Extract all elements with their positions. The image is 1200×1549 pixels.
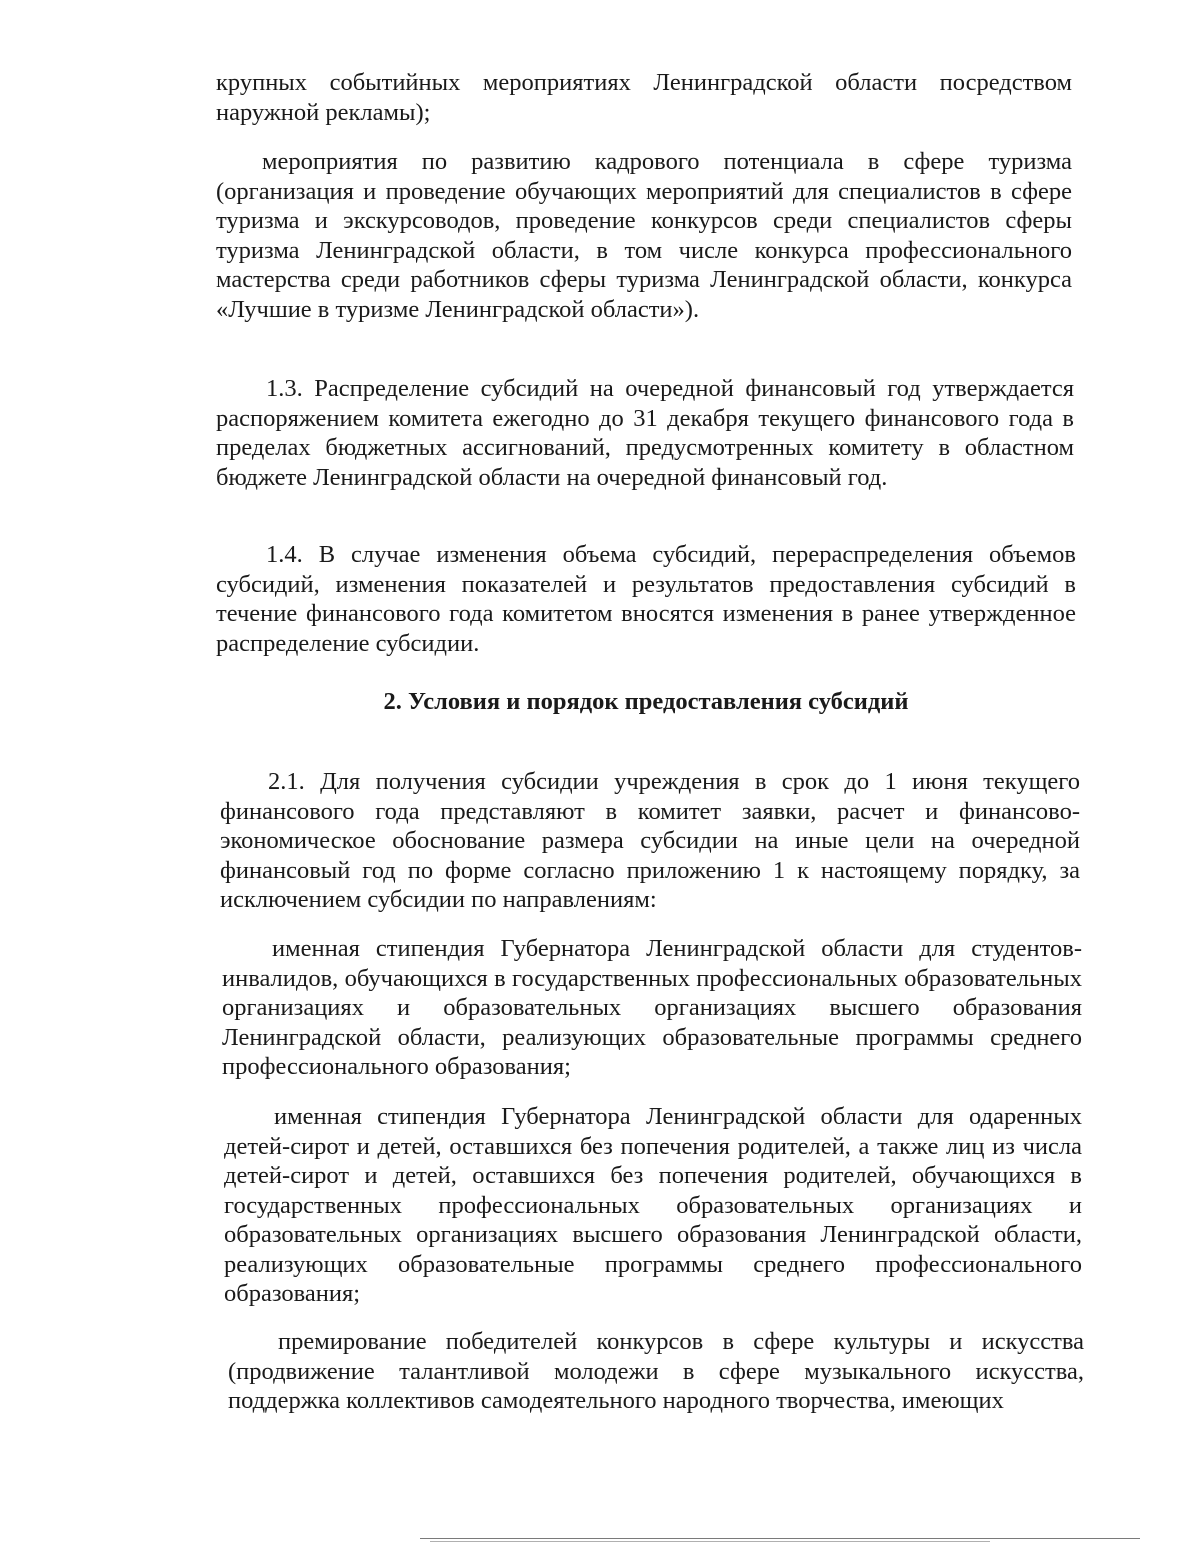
paragraph-scholarship-orphans: именная стипендия Губернатора Ленинградской области для одаренных детей-сирот и детей, оставшихся без попечения родителей, а также лиц из числа детей-сирот и детей, оставшихся без попечения родителей, обучающихся в государственных профессиональных образовательных организациях и образовательных организациях высшего образования Ленинградской области, реализующих образовательные программы среднего профессионального образования;: [224, 1103, 1082, 1307]
paragraph-1-4: 1.4. В случае изменения объема субсидий, перераспределения объемов субсидий, изменения показателей и результатов предоставления субсидий в течение финансового года комитетом вносятся изменения в ранее утвержденное распределение субсидии.: [216, 541, 1076, 657]
section-heading: 2. Условия и порядок предоставления субсидий: [383, 688, 909, 715]
paragraph-staff-development: мероприятия по развитию кадрового потенциала в сфере туризма (организация и проведение обучающих мероприятий для специалистов в сфере туризма и экскурсоводов, проведение конкурсов среди специалистов сферы туризма Ленинградской области, в том числе конкурса профессионального мастерства среди работников сферы туризма Ленинградской области, конкурса «Лучшие в туризме Ленинградской области»).: [216, 148, 1072, 323]
paragraph-2-1: 2.1. Для получения субсидии учреждения в срок до 1 июня текущего финансового года представляют в комитет заявки, расчет и финансово-экономическое обоснование размера субсидии на иные цели на очередной финансовый год по форме согласно приложению 1 к настоящему порядку, за исключением субсидии по направлениям:: [220, 768, 1080, 913]
paragraph-scholarship-disabled: именная стипендия Губернатора Ленинградской области для студентов-инвалидов, обучающихся в государственных профессиональных образовательных организациях и образовательных организациях высшего образования Ленинградской области, реализующих образовательные программы среднего профессионального образования;: [222, 935, 1082, 1080]
paragraph-continuation: крупных событийных мероприятиях Ленинградской области посредством наружной рекламы);: [216, 69, 1072, 126]
footer-rule: [420, 1538, 1140, 1539]
footer-rule-shadow: [430, 1541, 990, 1542]
paragraph-awards: премирование победителей конкурсов в сфере культуры и искусства (продвижение талантливой молодежи в сфере музыкального искусства, поддержка коллективов самодеятельного народного творчества, имеющих: [228, 1328, 1084, 1414]
paragraph-1-3: 1.3. Распределение субсидий на очередной финансовый год утверждается распоряжением комитета ежегодно до 31 декабря текущего финансового года в пределах бюджетных ассигнований, предусмотренных комитету в областном бюджете Ленинградской области на очередной финансовый год.: [216, 375, 1074, 491]
